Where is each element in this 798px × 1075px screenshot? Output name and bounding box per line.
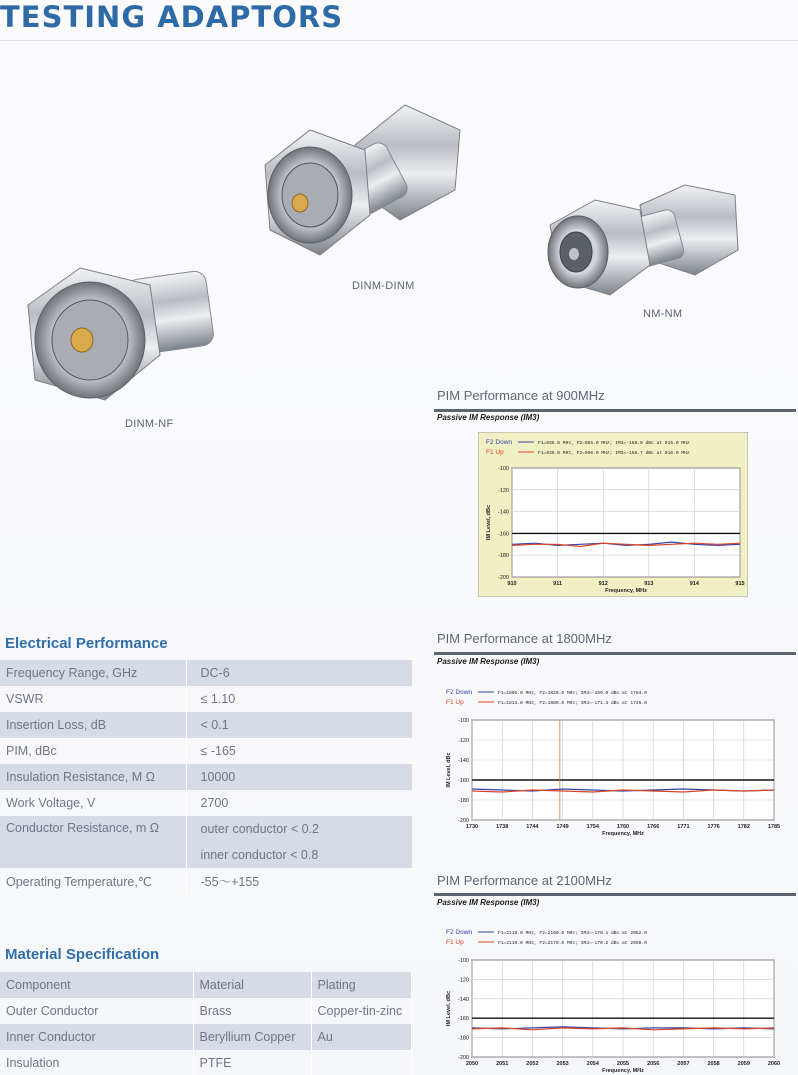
table-row: [0, 816, 412, 842]
legend-name: F1 Up: [446, 939, 464, 946]
pim-2100-heading: PIM Performance at 2100MHz: [437, 873, 612, 888]
material-cell: Brass: [193, 998, 311, 1024]
pim-900-heading: PIM Performance at 900MHz: [437, 388, 605, 403]
x-tick-label: 2051: [496, 1061, 509, 1067]
y-tick-label: -200: [457, 818, 469, 824]
table-row: [0, 998, 412, 1024]
legend-name: F1 Up: [486, 449, 504, 456]
table-row: [0, 1050, 412, 1075]
x-tick-label: 2054: [586, 1061, 599, 1067]
x-tick-label: 2053: [556, 1061, 569, 1067]
x-tick-label: 2056: [647, 1061, 660, 1067]
table-row: [0, 1024, 412, 1050]
x-tick-label: 1766: [647, 824, 660, 830]
x-tick-label: 2050: [465, 1061, 479, 1067]
pim-2100-chart: [438, 922, 788, 1075]
value-cell: DC-6: [186, 660, 412, 686]
y-axis-label: IM Level, dBc: [486, 504, 492, 541]
x-tick-label: 2059: [737, 1061, 750, 1067]
table-row: [0, 686, 412, 712]
x-tick-label: 2055: [616, 1061, 630, 1067]
param-cell: Insulation Resistance, M Ω: [0, 764, 186, 790]
y-tick-label: -120: [457, 977, 469, 984]
header-cell: Component: [0, 972, 193, 998]
component-cell: Insulation: [0, 1050, 193, 1075]
param-cell: Insertion Loss, dB: [0, 712, 186, 738]
param-cell: PIM, dBc: [0, 738, 186, 764]
legend-text: F1=935.0 MHz, F2=960.0 MHz; IM3=-168.7 dBc at 910.0 MHz: [538, 451, 690, 456]
x-tick-label: 912: [598, 581, 608, 587]
pim-2100-subtitle: Passive IM Response (IM3): [437, 898, 540, 907]
x-tick-label: 1785: [767, 824, 781, 830]
table-row: [0, 660, 412, 686]
value-cell: ≤ -165: [200, 744, 236, 758]
y-axis-label: IM Level, dBc: [446, 752, 452, 788]
y-tick-label: -160: [457, 1016, 469, 1023]
page-title: TESTING ADAPTORS: [0, 0, 344, 34]
pim-900-subtitle: Passive IM Response (IM3): [437, 413, 540, 422]
value-cell: 2700: [200, 796, 229, 810]
y-tick-label: -180: [497, 553, 509, 560]
product-label-dinm-dinm: DINM-DINM: [352, 280, 415, 292]
table-row: [0, 738, 412, 764]
legend-name: F1 Up: [446, 699, 464, 706]
y-tick-label: -140: [457, 758, 469, 764]
title-divider: [0, 40, 798, 41]
y-tick-label: -120: [457, 738, 469, 744]
pim-1800-rule: [434, 652, 796, 655]
legend-text: F1=1813.0 MHz, F2=1880.0 MHz; IM3=-171.3 dBc at 1746.0: [498, 701, 647, 706]
x-tick-label: 913: [644, 581, 654, 587]
legend-text: F1=1805.0 MHz, F2=1820.0 MHz; IM3=-169.0 dBc at 1784.0: [498, 691, 647, 696]
y-tick-label: -180: [457, 1035, 469, 1042]
x-tick-label: 1744: [526, 824, 539, 830]
dinm-nf-adaptor-image: [20, 260, 220, 405]
plating-cell: Copper-tin-zinc: [311, 998, 412, 1024]
x-tick-label: 1760: [616, 824, 630, 830]
header-cell: Material: [193, 972, 311, 998]
x-tick-label: 2057: [677, 1061, 690, 1067]
value-cell: < 0.1: [186, 712, 412, 738]
x-tick-label: 911: [553, 581, 563, 587]
param-cell: Conductor Resistance, m Ω: [0, 816, 186, 868]
param-cell: VSWR: [0, 686, 186, 712]
pim-900-chart: [478, 432, 748, 597]
x-axis-label: Frequency, MHz: [602, 1068, 644, 1074]
x-tick-label: 1730: [465, 824, 479, 830]
y-axis-label: IM Level, dBc: [446, 990, 452, 1027]
component-cell: Inner Conductor: [0, 1024, 193, 1050]
electrical-performance-heading: Electrical Performance: [5, 635, 168, 652]
table-row: [0, 712, 412, 738]
table-row: [0, 764, 412, 790]
legend-text: F1=2110.0 MHz, F2=2160.0 MHz; IM3=-170.1 dBc at 2052.0: [498, 931, 647, 936]
legend-name: F2 Down: [446, 689, 473, 696]
plot-area: [512, 468, 740, 577]
y-tick-label: -100: [457, 718, 469, 724]
header-cell: Plating: [311, 972, 412, 998]
x-tick-label: 1738: [496, 824, 509, 830]
table-row: [0, 790, 412, 816]
pim-1800-subtitle: Passive IM Response (IM3): [437, 657, 540, 666]
legend-text: F1=935.0 MHz, F2=955.0 MHz; IM3=-168.0 dBc at 915.0 MHz: [538, 441, 690, 446]
pim-1800-heading: PIM Performance at 1800MHz: [437, 631, 612, 646]
value-cell: ≤ 1.10: [200, 692, 236, 706]
x-tick-label: 1771: [677, 824, 690, 830]
x-tick-label: 915: [735, 581, 745, 587]
product-label-nm-nm: NM-NM: [643, 308, 683, 320]
x-tick-label: 914: [689, 581, 699, 587]
material-cell: Beryllium Copper: [193, 1024, 311, 1050]
y-tick-label: -200: [457, 1055, 469, 1061]
y-tick-label: -120: [497, 487, 509, 494]
x-tick-label: 1749: [556, 824, 569, 830]
value-cell: -55～+155: [200, 875, 260, 889]
table-row: [0, 868, 412, 894]
y-tick-label: -100: [497, 466, 509, 472]
x-axis-label: Frequency, MHz: [602, 831, 644, 837]
x-tick-label: 910: [507, 581, 517, 587]
y-tick-label: -140: [497, 509, 509, 516]
y-tick-label: -160: [497, 531, 509, 538]
material-cell: PTFE: [193, 1050, 311, 1075]
material-specification-table: [0, 972, 412, 1075]
pim-900-rule: [434, 409, 796, 412]
nm-nm-adaptor-image: [540, 180, 750, 305]
param-cell: Operating Temperature,℃: [0, 868, 186, 894]
x-tick-label: 2052: [526, 1061, 539, 1067]
legend-text: F1=2110.0 MHz, F2=2170.0 MHz; IM3=-170.2 dBc at 2050.0: [498, 941, 647, 946]
param-cell: Frequency Range, GHz: [0, 660, 186, 686]
value-cell: 10000: [186, 764, 412, 790]
y-tick-label: -140: [457, 996, 469, 1003]
product-label-dinm-nf: DINM-NF: [125, 418, 174, 430]
x-tick-label: 2060: [767, 1061, 781, 1067]
legend-name: F2 Down: [486, 439, 513, 446]
value-cell: inner conductor < 0.8: [186, 842, 412, 868]
table-header-row: [0, 972, 412, 998]
plating-cell: [311, 1050, 412, 1075]
value-cell: outer conductor < 0.2: [186, 816, 412, 842]
legend-name: F2 Down: [446, 929, 473, 936]
dinm-dinm-adaptor-image: [250, 95, 470, 270]
pim-1800-chart: [438, 682, 788, 842]
y-tick-label: -180: [457, 798, 469, 804]
electrical-performance-table: [0, 660, 412, 894]
x-tick-label: 1782: [737, 824, 750, 830]
param-cell: Work Voltage, V: [0, 790, 186, 816]
pim-2100-rule: [434, 893, 796, 896]
x-tick-label: 2058: [707, 1061, 720, 1067]
component-cell: Outer Conductor: [0, 998, 193, 1024]
x-tick-label: 1754: [586, 824, 599, 830]
x-axis-label: Frequency, MHz: [605, 588, 647, 594]
y-tick-label: -200: [497, 575, 509, 581]
plating-cell: Au: [311, 1024, 412, 1050]
y-tick-label: -160: [457, 778, 469, 784]
x-tick-label: 1776: [707, 824, 720, 830]
material-specification-heading: Material Specification: [5, 946, 160, 963]
y-tick-label: -100: [457, 958, 469, 964]
